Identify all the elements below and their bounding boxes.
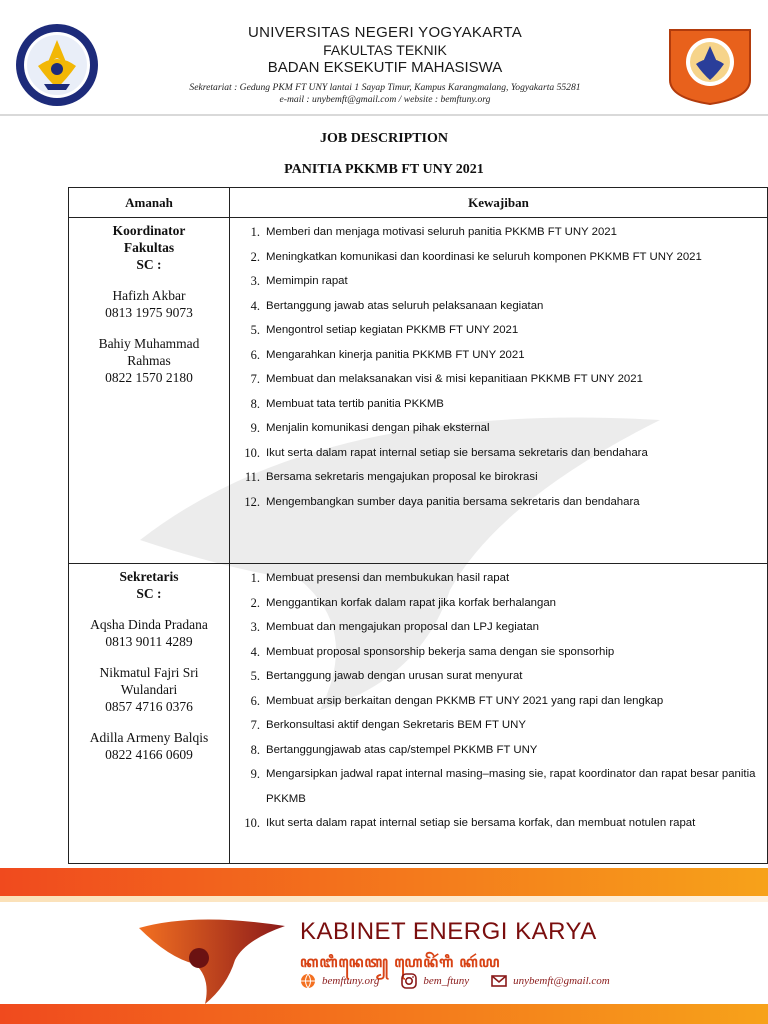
duty-number: 4. xyxy=(250,298,260,313)
footer-banner xyxy=(0,868,768,1024)
duty-item xyxy=(230,713,767,738)
duty-item xyxy=(230,220,767,245)
person-name: Bahiy Muhammad Rahmas xyxy=(98,336,200,368)
duty-list xyxy=(230,564,767,836)
footer-top-bar xyxy=(0,868,768,896)
duty-item xyxy=(230,615,767,640)
duty-text: Ikut serta dalam rapat internal setiap sie bersama korfak, dan membuat notulen rapat xyxy=(266,817,696,829)
job-description-table xyxy=(68,187,768,864)
duty-item xyxy=(230,689,767,714)
globe-icon xyxy=(300,973,316,989)
amanah-cell xyxy=(69,564,230,864)
faculty-name: FAKULTAS TEKNIK xyxy=(323,42,447,58)
duty-number: 6. xyxy=(250,347,260,362)
email-text: unybemft@gmail.com xyxy=(513,975,610,987)
duty-text: Ikut serta dalam rapat internal setiap sie bersama sekretaris dan bendahara xyxy=(266,446,648,459)
duty-number: 9. xyxy=(250,421,260,435)
duty-number: 2. xyxy=(250,249,260,264)
person-name: Nikmatul Fajri Sri Wulandari xyxy=(99,665,199,697)
role-title: Fakultas xyxy=(123,240,175,255)
duty-text: Berkonsultasi aktif dengan Sekretaris BEM FT UNY xyxy=(266,719,526,731)
duty-number: 7. xyxy=(250,372,260,386)
duty-number: 10. xyxy=(244,445,260,460)
duty-text: Bertanggungjawab atas cap/stempel PKKMB FT UNY xyxy=(266,743,538,756)
person-phone: 0857 4716 0376 xyxy=(105,699,193,714)
duty-number: 10. xyxy=(244,816,260,830)
phoenix-logo-icon xyxy=(135,908,295,1008)
duty-text: Bertanggung jawab atas seluruh pelaksanaan kegiatan xyxy=(266,299,544,312)
duty-number: 11. xyxy=(244,470,260,484)
duty-item xyxy=(230,367,767,392)
duty-text: Mengarsipkan jadwal rapat internal masing–masing sie, rapat koordinator dan rapat besar panitia PKKMB xyxy=(266,768,756,805)
kewajiban-cell xyxy=(230,218,768,564)
duty-number: 2. xyxy=(250,595,260,610)
website-text: bemftuny.org xyxy=(322,975,380,987)
duty-text: Menggantikan korfak dalam rapat jika korfak berhalangan xyxy=(266,596,556,609)
column-header-kewajiban: Kewajiban xyxy=(230,188,768,218)
duty-item xyxy=(230,441,767,466)
cabinet-name: KABINET ENERGI KARYA xyxy=(300,918,597,945)
duty-item xyxy=(230,738,767,763)
document-subtitle: PANITIA PKKMB FT UNY 2021 xyxy=(284,162,484,177)
duty-item xyxy=(230,664,767,689)
duty-number: 4. xyxy=(250,644,260,659)
footer-top-band xyxy=(0,896,768,902)
duty-text: Bertanggung jawab dengan urusan surat menyurat xyxy=(266,670,523,682)
letterhead-text xyxy=(130,24,640,106)
duty-number: 9. xyxy=(250,767,260,781)
mail-icon xyxy=(491,973,507,989)
table-row xyxy=(69,218,768,564)
person-name: Adilla Armeny Balqis xyxy=(89,730,209,745)
duty-number: 3. xyxy=(250,274,260,288)
role-title: SC : xyxy=(136,586,162,601)
footer-website[interactable] xyxy=(300,973,379,989)
duty-text: Memimpin rapat xyxy=(266,275,348,287)
duty-item xyxy=(230,318,767,343)
duty-number: 1. xyxy=(250,225,260,239)
duty-item xyxy=(230,343,767,368)
amanah-cell xyxy=(69,218,230,564)
duty-text: Membuat proposal sponsorship bekerja sama dengan sie sponsorhip xyxy=(266,645,615,658)
person-name: Aqsha Dinda Pradana xyxy=(90,617,208,632)
footer-bottom-bar xyxy=(0,1004,768,1024)
person-phone: 0813 1975 9073 xyxy=(105,305,193,320)
kewajiban-cell xyxy=(230,564,768,864)
column-header-amanah: Amanah xyxy=(69,188,230,218)
bem-ft-logo-icon xyxy=(664,26,756,106)
duty-number: 1. xyxy=(250,571,260,585)
duty-item xyxy=(230,762,767,811)
duty-text: Mengarahkan kinerja panitia PKKMB FT UNY 2021 xyxy=(266,348,525,361)
person-name: Hafizh Akbar xyxy=(112,288,186,303)
duty-number: 5. xyxy=(250,323,260,337)
duty-number: 5. xyxy=(250,669,260,683)
duty-text: Membuat tata tertib panitia PKKMB xyxy=(266,397,444,410)
duty-item xyxy=(230,566,767,591)
duty-item xyxy=(230,392,767,417)
cabinet-script: ꦏꦧꦶꦤꦺꦠ꧀ ꦲꦺꦤꦼꦂꦒꦶ ꦏꦂꦪ xyxy=(300,954,501,971)
duty-number: 8. xyxy=(250,396,260,411)
duty-number: 12. xyxy=(244,494,260,509)
duty-item xyxy=(230,294,767,319)
duty-item xyxy=(230,591,767,616)
document-title: JOB DESCRIPTION xyxy=(320,131,448,146)
duty-number: 7. xyxy=(250,718,260,732)
duty-number: 6. xyxy=(250,693,260,708)
duty-item xyxy=(230,269,767,294)
contact-line: e-mail : unybemft@gmail.com / website : bemftuny.org xyxy=(279,94,491,105)
duty-item xyxy=(230,465,767,490)
address: Sekretariat : Gedung PKM FT UNY lantai 1 Sayap Timur, Kampus Karangmalang, Yogyakarta 55281 xyxy=(189,82,581,93)
role-title: Koordinator xyxy=(112,223,186,238)
duty-text: Bersama sekretaris mengajukan proposal ke birokrasi xyxy=(266,471,538,483)
university-name: UNIVERSITAS NEGERI YOGYAKARTA xyxy=(247,24,523,41)
instagram-text: bem_ftuny xyxy=(423,975,470,987)
duty-text: Mengembangkan sumber daya panitia bersama sekretaris dan bendahara xyxy=(266,495,640,508)
duty-number: 8. xyxy=(250,742,260,757)
duty-item xyxy=(230,245,767,270)
letterhead xyxy=(0,0,768,118)
duty-text: Memberi dan menjaga motivasi seluruh panitia PKKMB FT UNY 2021 xyxy=(266,226,617,238)
duty-item xyxy=(230,640,767,665)
footer-instagram[interactable] xyxy=(401,973,469,989)
duty-list xyxy=(230,218,767,514)
duty-text: Membuat dan mengajukan proposal dan LPJ kegiatan xyxy=(266,621,539,633)
duty-text: Membuat arsip berkaitan dengan PKKMB FT UNY 2021 yang rapi dan lengkap xyxy=(266,694,664,707)
person-phone: 0822 1570 2180 xyxy=(105,370,193,385)
uny-logo-icon xyxy=(14,22,100,108)
organization-name: BADAN EKSEKUTIF MAHASISWA xyxy=(267,59,503,76)
footer-contacts xyxy=(300,973,740,989)
duty-item xyxy=(230,416,767,441)
person-phone: 0822 4166 0609 xyxy=(105,747,193,762)
duty-text: Mengontrol setiap kegiatan PKKMB FT UNY 2021 xyxy=(266,324,519,336)
duty-text: Membuat presensi dan membukukan hasil rapat xyxy=(266,572,510,584)
duty-text: Menjalin komunikasi dengan pihak eksternal xyxy=(266,422,490,434)
role-title: Sekretaris xyxy=(119,569,179,584)
role-title: SC : xyxy=(136,257,162,272)
duty-text: Meningkatkan komunikasi dan koordinasi ke seluruh komponen PKKMB FT UNY 2021 xyxy=(266,250,702,263)
table-header-row xyxy=(69,188,768,218)
person-phone: 0813 9011 4289 xyxy=(105,634,193,649)
duty-item xyxy=(230,811,767,836)
duty-text: Membuat dan melaksanakan visi & misi kepanitiaan PKKMB FT UNY 2021 xyxy=(266,373,643,385)
footer-email[interactable] xyxy=(491,973,610,989)
header-divider xyxy=(0,114,768,116)
duty-item xyxy=(230,490,767,515)
instagram-icon xyxy=(401,973,417,989)
table-row xyxy=(69,564,768,864)
duty-number: 3. xyxy=(250,620,260,634)
